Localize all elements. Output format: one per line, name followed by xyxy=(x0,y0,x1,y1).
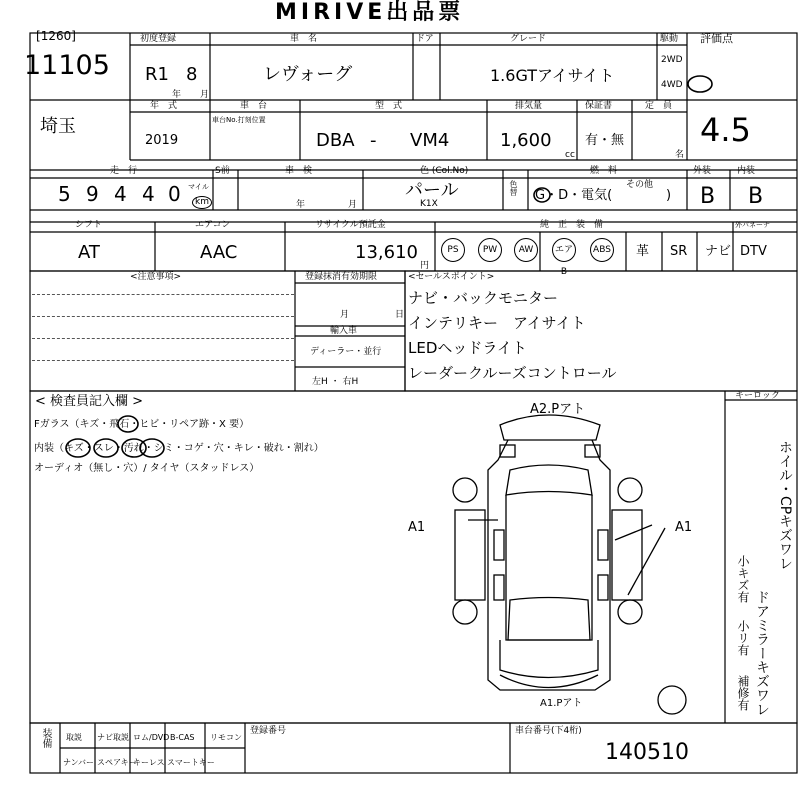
first-reg-year: 8 xyxy=(186,64,198,85)
interior-grade: B xyxy=(748,184,764,209)
type-code: VM4 xyxy=(410,130,450,151)
hdr-equipment: 純 正 装 備 xyxy=(540,220,604,230)
diagram-right-note: A1 xyxy=(675,520,693,535)
sales-point: インテリキー アイサイト xyxy=(408,314,586,332)
footer-item: スマートキー xyxy=(167,758,215,767)
reg-handle: 左H ・ 右H xyxy=(312,377,359,387)
sales-point: LEDヘッドライト xyxy=(408,339,527,357)
chassis-note: 車台No.打刻位置 xyxy=(212,116,266,124)
footer-item: スペアキー xyxy=(97,758,137,767)
hdr-fuel: 燃 料 xyxy=(590,166,618,176)
hdr-model-year: 年 式 xyxy=(150,101,178,111)
hdr-exterior: 外装 xyxy=(693,166,712,176)
model-year: 2019 xyxy=(145,133,179,148)
hdr-interior: 内装 xyxy=(737,166,756,176)
hdr-door: ドア xyxy=(416,34,434,44)
first-reg-era: R1 xyxy=(145,64,169,85)
footer-item: ナビ取説 xyxy=(97,733,129,742)
inspector-line: Fガラス（キズ・飛石・ヒビ・リペア跡・X 要） xyxy=(34,419,250,430)
note-line xyxy=(32,294,294,295)
side-note: 小キズ有 xyxy=(736,555,750,603)
drive-2wd: 2WD xyxy=(661,55,683,65)
hdr-sx: S前 xyxy=(215,166,230,176)
capacity-unit: 名 xyxy=(675,150,685,160)
hdr-drive: 駆動 xyxy=(660,34,679,44)
equip-aw: AW xyxy=(514,238,538,262)
equip-navi: ナビ xyxy=(705,244,732,259)
footer-vehicle-no: 140510 xyxy=(605,740,689,765)
fuel-close: ) xyxy=(666,188,672,203)
warranty: 有・無 xyxy=(585,133,625,148)
insp-month: 月 xyxy=(348,200,358,210)
hdr-score: 評価点 xyxy=(700,32,733,45)
odo-digit: 4 xyxy=(142,182,155,206)
lot-number: 11105 xyxy=(24,50,110,81)
note-line xyxy=(32,316,294,317)
color-no: K1X xyxy=(420,199,438,209)
note-line xyxy=(32,360,294,361)
footer-item: 取説 xyxy=(66,733,82,742)
year-unit: 年 xyxy=(172,90,182,100)
fuel: G・D・電気( xyxy=(535,188,613,203)
footer-reg-no: 登録番号 xyxy=(250,726,287,736)
footer-item: キーレス xyxy=(133,758,165,767)
sales-point: ナビ・バックモニター xyxy=(408,289,559,307)
exterior-grade: B xyxy=(700,184,716,209)
reg-day: 日 xyxy=(395,310,405,320)
diagram-left-note: A1 xyxy=(408,520,426,535)
hdr-shift: シフト xyxy=(75,220,103,230)
hdr-extra: 外パネーナ xyxy=(735,221,770,229)
aircon: AAC xyxy=(200,242,238,263)
color-change: 色替 xyxy=(509,180,518,196)
equip-pw: PW xyxy=(478,238,502,262)
hdr-capacity: 定 員 xyxy=(645,101,673,111)
equip-ps: PS xyxy=(441,238,465,262)
side-note: ホイル・CPキズワレ xyxy=(777,440,793,571)
side-note: 補修有 xyxy=(736,675,750,711)
reg-dealer: ディーラー・並行 xyxy=(310,347,382,357)
hdr-car-name: 車 名 xyxy=(290,34,318,44)
odo-unit-mile: マイル xyxy=(188,183,209,191)
yen-unit: 円 xyxy=(420,261,430,271)
hdr-notes: <注意事項> xyxy=(130,272,182,282)
hdr-chassis: 車 台 xyxy=(240,101,268,111)
recycle-fee: 13,610 xyxy=(355,242,418,263)
hdr-warranty: 保証書 xyxy=(585,101,613,111)
odo-digit: 5 xyxy=(58,182,71,206)
hdr-displacement: 排気量 xyxy=(515,101,543,111)
hdr-first-reg: 初度登録 xyxy=(140,34,177,44)
score: 4.5 xyxy=(700,111,751,149)
hdr-sales-points: <セールスポイント> xyxy=(408,272,495,282)
hdr-color: 色 (Col.No) xyxy=(420,166,469,176)
inspector-line: オーディオ（無し・穴）/ タイヤ（スタッドレス） xyxy=(34,463,260,474)
hdr-key: キーロック xyxy=(735,391,780,401)
insp-year: 年 xyxy=(296,200,306,210)
footer-item: ロム/DVD xyxy=(133,733,170,742)
inspector-title: < 検査員記入欄 > xyxy=(35,394,144,409)
color: パール xyxy=(405,180,459,201)
prefecture: 埼玉 xyxy=(40,116,76,137)
odo-unit-km: km xyxy=(192,196,212,209)
hdr-mileage: 走 行 xyxy=(110,166,138,176)
sales-point: レーダークルーズコントロール xyxy=(408,364,617,382)
hdr-inspection: 車 検 xyxy=(285,166,313,176)
type-prefix: DBA xyxy=(316,130,355,151)
month-unit: 月 xyxy=(200,90,210,100)
displacement: 1,600 xyxy=(500,130,552,151)
side-note: 小リ有 xyxy=(736,620,750,656)
odo-digit: 4 xyxy=(114,182,127,206)
car-diagram xyxy=(453,415,686,714)
reg-month: 月 xyxy=(340,310,350,320)
fuel-other: その他 xyxy=(626,180,654,190)
diagram-rear-note: A1.Pアト xyxy=(540,698,583,709)
side-note: ドアミラーキズワレ xyxy=(754,590,770,716)
equip-airbag: エアB xyxy=(552,238,576,262)
hdr-grade: グレード xyxy=(510,34,547,44)
footer-vehicle-no-label: 車台番号(下4桁) xyxy=(515,726,582,736)
equip-leather: 革 xyxy=(636,244,650,259)
grade: 1.6GTアイサイト xyxy=(490,66,615,85)
footer-side-label: 装備 xyxy=(40,728,51,748)
reg-import: 輸入車 xyxy=(330,326,358,336)
footer-item: リモコン xyxy=(210,733,242,742)
inspector-line: 内装（キズ・スレ・汚れ・シミ・コゲ・穴・キレ・破れ・割れ） xyxy=(34,443,324,454)
diagram-front-note: A2.Pアト xyxy=(530,402,586,417)
form-title: MIRIVE出品票 xyxy=(275,0,465,25)
footer-item: B-CAS xyxy=(170,733,195,742)
footer-item: ナンバー xyxy=(63,758,95,767)
lot-box: [1260] xyxy=(36,29,76,43)
hdr-recycle: リサイクル預託金 xyxy=(315,220,386,230)
hdr-aircon: エアコン xyxy=(195,220,231,230)
drive-4wd: 4WD xyxy=(661,80,683,90)
note-line xyxy=(32,338,294,339)
equip-abs: ABS xyxy=(590,238,614,262)
odo-digit: 0 xyxy=(168,182,181,206)
hdr-type: 型 式 xyxy=(375,101,403,111)
type-dash: - xyxy=(370,130,377,151)
car-name: レヴォーグ xyxy=(263,64,353,85)
hdr-reg-expire: 登録抹消有効期限 xyxy=(305,272,378,282)
equip-sr: SR xyxy=(670,244,688,259)
shift: AT xyxy=(78,242,100,263)
odo-digit: 9 xyxy=(86,182,99,206)
cc-unit: cc xyxy=(565,150,575,160)
equip-dtv: DTV xyxy=(740,244,767,259)
